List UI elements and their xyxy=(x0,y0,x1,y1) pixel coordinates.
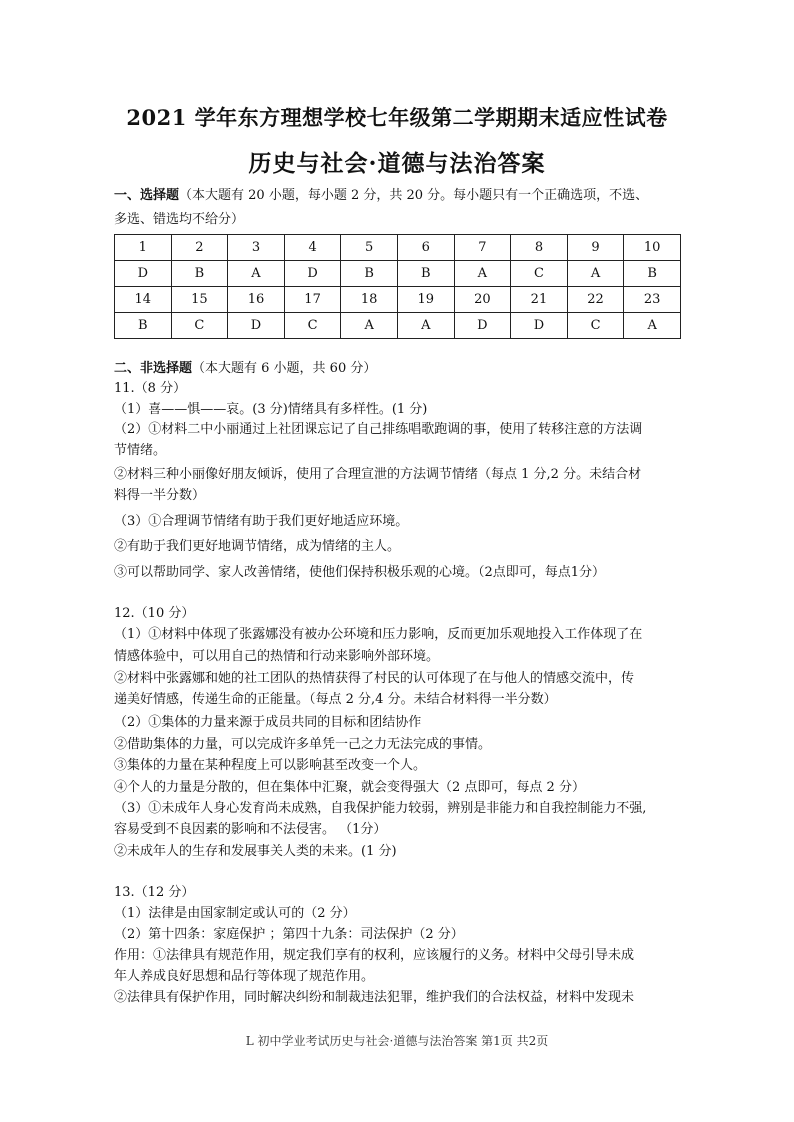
answer-table-cell: 7 xyxy=(454,235,511,261)
answer-table-cell: 18 xyxy=(341,287,398,313)
answer-table-cell: 23 xyxy=(624,287,681,313)
answer-table-row xyxy=(115,261,681,287)
section1-heading: 一、选择题 xyxy=(114,188,180,203)
answer-line: ②材料三种小丽像好朋友倾诉，使用了合理宣泄的方法调节情绪（每点 1 分,2 分。未结合材 xyxy=(114,467,642,482)
answer-table-row xyxy=(115,287,681,313)
answer-table-cell: 1 xyxy=(115,235,172,261)
answer-table-cell: D xyxy=(454,313,511,339)
answer-table-cell: B xyxy=(341,261,398,287)
answer-line: ③集体的力量在某种程度上可以影响甚至改变一个人。 xyxy=(114,758,427,773)
answer-table-cell: C xyxy=(567,313,624,339)
answer-table-row xyxy=(115,313,681,339)
exam-title: 2021 学年东方理想学校七年级第二学期期末适应性试卷 xyxy=(126,105,668,130)
answer-line: （3）①未成年人身心发育尚未成熟，自我保护能力较弱，辨别是非能力和自我控制能力不强, xyxy=(114,801,647,816)
answer-line: ②材料中张露娜和她的社工团队的热情获得了村民的认可体现了在与他人的情感交流中，传 xyxy=(114,671,635,686)
answer-table-cell: A xyxy=(454,261,511,287)
answer-line: （1）法律是由国家制定或认可的（2 分） xyxy=(114,906,356,921)
answer-line: ②有助于我们更好地调节情绪，成为情绪的主人。 xyxy=(114,539,401,554)
answer-line: 递美好情感，传递生命的正能量。（每点 2 分,4 分。未结合材料得一半分数） xyxy=(114,692,557,707)
answer-table-cell: D xyxy=(228,313,285,339)
answer-table-cell: 17 xyxy=(284,287,341,313)
answer-line: （2）第十四条：家庭保护 ；第四十九条：司法保护（2 分） xyxy=(114,927,464,942)
answer-table-cell: 4 xyxy=(284,235,341,261)
answer-line: 作用：①法律具有规范作用，规定我们享有的权利，应该履行的义务。材料中父母引导未成 xyxy=(114,948,635,963)
answer-table-cell: A xyxy=(624,313,681,339)
answer-line: 年人养成良好思想和品行等体现了规范作用。 xyxy=(114,969,375,984)
answer-table-cell: D xyxy=(115,261,172,287)
answer-table-cell: A xyxy=(341,313,398,339)
answer-line: （3）①合理调节情绪有助于我们更好地适应环境。 xyxy=(114,514,409,529)
answer-table-cell: 2 xyxy=(171,235,228,261)
answer-table-row xyxy=(115,235,681,261)
answer-line: 节情绪。 xyxy=(114,443,167,458)
answer-table-cell: B xyxy=(171,261,228,287)
answer-table-cell: C xyxy=(284,313,341,339)
section1-desc: （本大题有 20 小题，每小题 2 分，共 20 分。每小题只有一个正确选项，不选、 xyxy=(179,188,649,203)
answer-line: ②借助集体的力量，可以完成许多单凭一己之力无法完成的事情。 xyxy=(114,737,492,752)
answer-line: 料得一半分数） xyxy=(114,488,206,503)
answer-line: （2）①材料二中小丽通过上社团课忘记了自己排练唱歌跑调的事，使用了转移注意的方法调 xyxy=(114,422,643,437)
answer-table-cell: C xyxy=(171,313,228,339)
answer-line: （1）①材料中体现了张露娜没有被办公环境和压力影响，反而更加乐观地投入工作体现了在 xyxy=(114,627,643,642)
answer-table-cell: 21 xyxy=(511,287,568,313)
answer-line: 情感体验中，可以用自己的热情和行动来影响外部环境。 xyxy=(114,649,440,664)
answer-table xyxy=(114,234,681,339)
answer-table-cell: 3 xyxy=(228,235,285,261)
answer-table-cell: 20 xyxy=(454,287,511,313)
section2-desc: （本大题有 6 小题，共 60 分） xyxy=(192,361,377,376)
answer-line: 容易受到不良因素的影响和不法侵害。 （1分） xyxy=(114,822,387,837)
answer-table-cell: 8 xyxy=(511,235,568,261)
answer-table-cell: 10 xyxy=(624,235,681,261)
section2-intro xyxy=(114,359,694,379)
answer-table-cell: A xyxy=(397,313,454,339)
answer-line: ③可以帮助同学、家人改善情绪，使他们保持积极乐观的心境。（2点即可，每点1分） xyxy=(114,565,606,580)
answer-table-cell: 22 xyxy=(567,287,624,313)
answer-line: ②未成年人的生存和发展事关人类的未来。(1 分) xyxy=(114,844,397,859)
answer-line: （2）①集体的力量来源于成员共同的目标和团结协作 xyxy=(114,715,422,730)
answer-table-cell: 5 xyxy=(341,235,398,261)
answer-line: ②法律具有保护作用，同时解决纠纷和制裁违法犯罪，维护我们的合法权益，材料中发现未 xyxy=(114,990,635,1005)
answer-table-cell: D xyxy=(511,313,568,339)
answer-table-cell: B xyxy=(115,313,172,339)
section1-desc-cont: 多选、错选均不给分） xyxy=(114,212,245,227)
answer-table-cell: 15 xyxy=(171,287,228,313)
answer-line: 13.（12 分） xyxy=(114,885,195,900)
section1-intro xyxy=(114,186,694,206)
answer-line: ④个人的力量是分散的，但在集体中汇聚，就会变得强大（2 点即可，每点 2 分） xyxy=(114,780,585,795)
answer-line: 11.（8 分） xyxy=(114,381,187,396)
answer-table-cell: B xyxy=(624,261,681,287)
answer-table-cell: 14 xyxy=(115,287,172,313)
answer-line: 12.（10 分） xyxy=(114,606,195,621)
page-footer: L 初中学业考试历史与社会·道德与法治答案 第1页 共2页 xyxy=(245,1034,549,1048)
answer-table-cell: 9 xyxy=(567,235,624,261)
answer-table-cell: 16 xyxy=(228,287,285,313)
answer-table-cell: C xyxy=(511,261,568,287)
answer-table-cell: A xyxy=(567,261,624,287)
answer-table-cell: 6 xyxy=(397,235,454,261)
answer-table-cell: A xyxy=(228,261,285,287)
section2-heading: 二、非选择题 xyxy=(114,361,193,376)
answer-table-cell: 19 xyxy=(397,287,454,313)
answer-table-cell: B xyxy=(397,261,454,287)
answer-title: 历史与社会·道德与法治答案 xyxy=(248,150,546,177)
answer-line: （1）喜——惧——哀。(3 分)情绪具有多样性。(1 分) xyxy=(114,402,428,417)
answer-table-cell: D xyxy=(284,261,341,287)
